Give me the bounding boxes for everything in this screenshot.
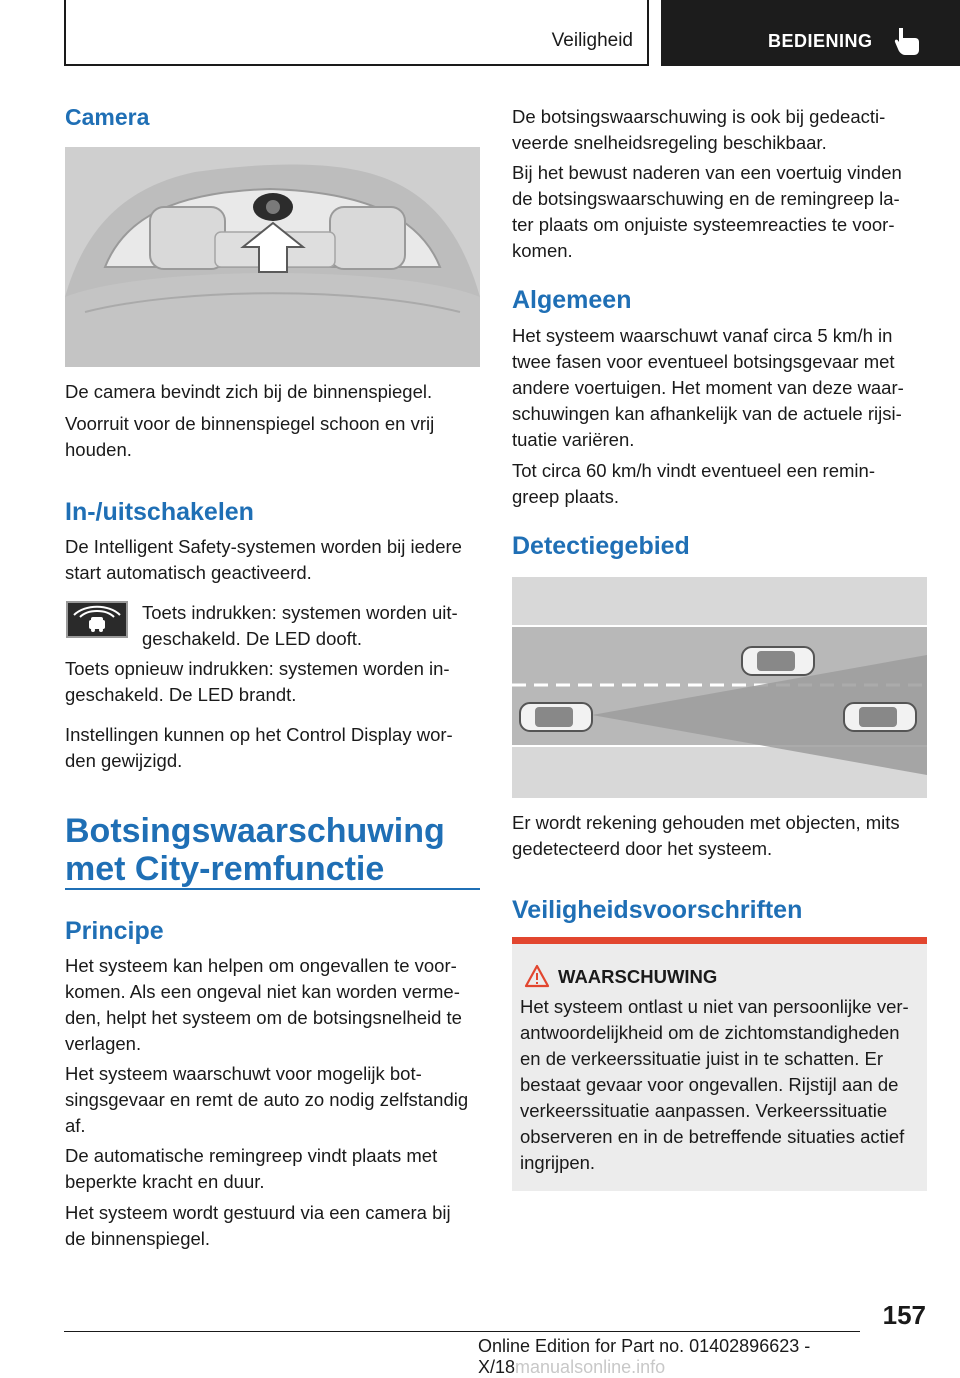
footer-divider	[64, 1331, 860, 1332]
text-line: den, helpt het systeem om de botsingsnelheid te	[65, 1007, 462, 1028]
header-section-box	[64, 0, 649, 66]
header-section-title: Veiligheid	[551, 30, 633, 51]
principe-paragraph-1	[65, 953, 480, 1057]
text-line: singsgevaar en remt de auto zo nodig zelfstandig	[65, 1089, 469, 1110]
text-line: Tot circa 60 km/h vindt eventueel een remin-	[512, 460, 875, 481]
text-line: Het systeem waarschuwt vanaf circa 5 km/h in	[512, 325, 893, 346]
car-icon	[742, 647, 814, 675]
text-line: bestaat gevaar voor ongevallen. Rijstijl aan de	[520, 1074, 899, 1095]
edition-text: Online Edition for Part no. 01402896623 - X/18	[478, 1336, 811, 1377]
text-line: ingrijpen.	[520, 1152, 596, 1173]
text-line: andere voertuigen. Het moment van deze waar-	[512, 377, 904, 398]
detectiegebied-heading: Detectiegebied	[512, 532, 690, 560]
text-line: De camera bevindt zich bij de binnenspiegel.	[65, 381, 433, 402]
detection-area-illustration	[512, 577, 927, 798]
text-line: verkeerssituatie aanpassen. Verkeerssituatie	[520, 1100, 888, 1121]
page-number: 157	[882, 1300, 926, 1330]
text-line: Voorruit voor de binnenspiegel schoon en vrij	[65, 413, 435, 434]
text-line: tuatie variëren.	[512, 429, 635, 450]
text-line: Toets indrukken: systemen worden uit-	[142, 602, 458, 623]
algemeen-paragraph-1	[512, 323, 927, 453]
text-line: verlagen.	[65, 1033, 142, 1054]
text-line: De botsingswaarschuwing is ook bij gedeacti-	[512, 106, 886, 127]
text-line: antwoordelijkheid om de zichtomstandigheden	[520, 1022, 900, 1043]
text-line: twee fasen voor eventueel botsingsgevaar met	[512, 351, 895, 372]
warning-triangle-icon	[524, 964, 550, 988]
text-line: Toets opnieuw indrukken: systemen worden in-	[65, 658, 450, 679]
text-line: de binnenspiegel.	[65, 1228, 211, 1249]
camera-heading: Camera	[65, 104, 150, 130]
watermark-text: manualsonline.info	[515, 1357, 666, 1377]
toets-paragraph-2	[65, 656, 480, 708]
text-line: Het systeem ontlast u niet van persoonlijke ver-	[520, 996, 909, 1017]
header-chapter-title: BEDIENING	[768, 31, 873, 51]
algemeen-heading: Algemeen	[512, 286, 632, 314]
instellingen-paragraph	[65, 722, 480, 774]
text-line: Het systeem waarschuwt voor mogelijk bot-	[65, 1063, 422, 1084]
text-line: geschakeld. De LED brandt.	[65, 684, 297, 705]
text-line: Het systeem wordt gestuurd via een camera bij	[65, 1202, 451, 1223]
camera-paragraph-2	[65, 411, 480, 463]
detectie-paragraph	[512, 810, 927, 862]
text-line: geschakeld. De LED dooft.	[142, 628, 363, 649]
safety-button-icon	[66, 601, 128, 638]
right-paragraph-2	[512, 160, 927, 264]
principe-paragraph-2	[65, 1061, 480, 1139]
camera-paragraph-1	[65, 379, 480, 405]
text-line: Instellingen kunnen op het Control Display wor-	[65, 724, 453, 745]
header-chapter-tab	[661, 0, 960, 66]
botsingswaarschuwing-heading	[65, 812, 445, 888]
road-detection-drawing	[512, 577, 927, 798]
text-line: observeren en in de betreffende situaties actief	[520, 1126, 905, 1147]
principe-paragraph-3	[65, 1143, 480, 1195]
heading-line: Botsingswaarschuwing	[65, 812, 445, 850]
footer-edition	[478, 1336, 960, 1378]
algemeen-paragraph-2	[512, 458, 927, 510]
text-line: veerde snelheidsregeling beschikbaar.	[512, 132, 827, 153]
text-line: komen. Als een ongeval niet kan worden verme-	[65, 981, 460, 1002]
text-line: af.	[65, 1115, 86, 1136]
text-line: start automatisch geactiveerd.	[65, 562, 312, 583]
principe-heading: Principe	[65, 917, 164, 945]
warning-bar	[512, 937, 927, 944]
heading-divider	[65, 888, 480, 890]
text-line: komen.	[512, 240, 573, 261]
text-line: beperkte kracht en duur.	[65, 1171, 265, 1192]
toets-paragraph-1	[142, 600, 482, 652]
principe-paragraph-4	[65, 1200, 480, 1252]
inuit-paragraph	[65, 534, 480, 586]
text-line: Er wordt rekening gehouden met objecten, mits	[512, 812, 900, 833]
pointing-hand-icon	[893, 24, 921, 56]
veiligheidsvoorschriften-heading: Veiligheidsvoorschriften	[512, 896, 803, 924]
text-line: schuwingen kan afhankelijk van de actuele rijsi-	[512, 403, 902, 424]
text-line: de botsingswaarschuwing en de remingreep la-	[512, 188, 900, 209]
car-icon	[844, 703, 916, 731]
right-paragraph-1	[512, 104, 927, 156]
text-line: houden.	[65, 439, 132, 460]
warning-box	[512, 944, 927, 1191]
text-line: Het systeem kan helpen om ongevallen te voor-	[65, 955, 457, 976]
text-line: en de verkeerssituatie juist in te schatten. Er	[520, 1048, 883, 1069]
car-icon	[520, 703, 592, 731]
text-line: ter plaats om onjuiste systeemreacties te voor-	[512, 214, 895, 235]
text-line: Bij het bewust naderen van een voertuig vinden	[512, 162, 902, 183]
text-line: gedetecteerd door het systeem.	[512, 838, 773, 859]
text-line: De automatische remingreep vindt plaats met	[65, 1145, 438, 1166]
warning-text	[520, 994, 925, 1176]
heading-line: met City-remfunctie	[65, 850, 385, 888]
text-line: den gewijzigd.	[65, 750, 183, 771]
text-line: greep plaats.	[512, 486, 619, 507]
car-interior-drawing	[65, 147, 480, 367]
camera-illustration	[65, 147, 480, 367]
inuitschakelen-heading: In-/uitschakelen	[65, 498, 254, 526]
warning-title: WAARSCHUWING	[558, 966, 718, 987]
text-line: De Intelligent Safety-systemen worden bij iedere	[65, 536, 462, 557]
